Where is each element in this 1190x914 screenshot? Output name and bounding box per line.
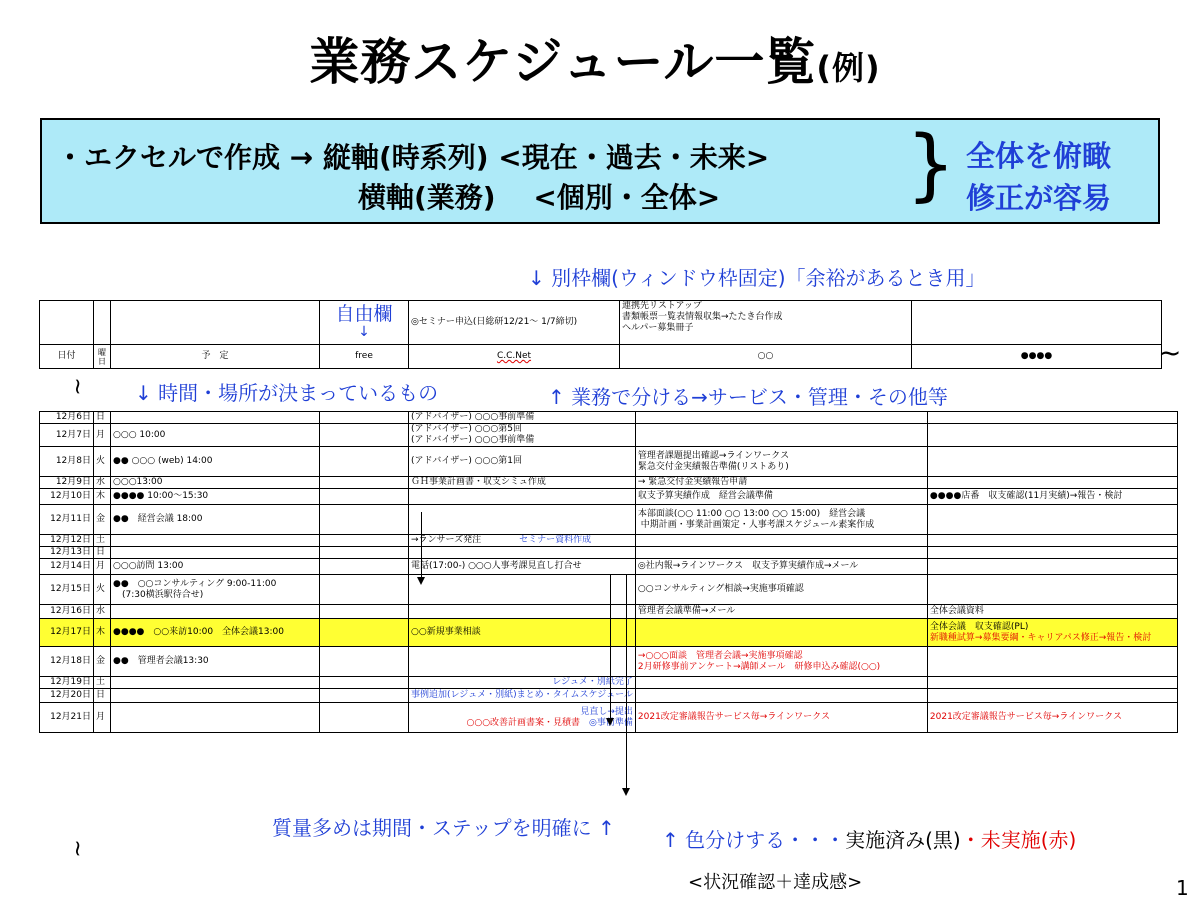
arrow-line-1 [421, 512, 422, 578]
oo-cell [635, 703, 927, 733]
ccnet-cell [409, 447, 636, 477]
oo-note-1: 連携先リストアップ [622, 301, 702, 311]
dots-text: 全体会議 収支確認(PL) [929, 621, 1029, 632]
oo-cell [635, 619, 927, 647]
oo-text: ○○コンサルティング相談→実施事項確認 [637, 584, 804, 594]
table-row [40, 559, 1178, 575]
head-blank-1 [40, 301, 94, 345]
color-code-b: 実施済み(黒) [845, 828, 961, 852]
dow-cell [94, 605, 111, 619]
title-main: 業務スケジュール一覧 [309, 33, 817, 91]
ccnet-cell [409, 489, 636, 505]
plan-cell [111, 447, 320, 477]
separate-frame-note: ↓ 別枠欄(ウィンドウ枠固定)「余裕があるとき用」 [528, 266, 986, 290]
free-column-label: 自由欄 [335, 303, 393, 325]
dots-red-text: 新職種試算→募集要綱・キャリアパス修正→報告・検討 [929, 632, 1152, 643]
plan-cell [111, 424, 320, 447]
free-arrow-icon: ↓ [358, 324, 370, 340]
oo-cell [635, 412, 927, 424]
ccnet-blue-text: 事例追加(レジュメ・別紙)まとめ・タイムスケジュール [411, 690, 633, 700]
ccnet-cell [409, 559, 636, 575]
oo-red-text: 2021改定審議報告サービス毎→ラインワークス [637, 712, 830, 722]
dots-text: 全体会議資料 [929, 606, 984, 616]
dow-cell [94, 412, 111, 424]
plan-cell [111, 412, 320, 424]
date-cell [40, 489, 94, 505]
header-table [39, 300, 1162, 369]
table-row [40, 677, 1178, 689]
ccnet-text: (アドバイザー) ○○○事前準備 [411, 412, 535, 422]
dow-cell [94, 505, 111, 535]
oo-cell [635, 424, 927, 447]
ccnet-blue-text: 見直し→提出 [580, 706, 633, 717]
dow-text: 日 [96, 690, 106, 700]
dots-cell [927, 647, 1177, 677]
dow-text: 水 [96, 477, 106, 487]
arrow-down-icon-1 [417, 577, 425, 585]
summary-box [40, 118, 1160, 224]
date-cell [40, 605, 94, 619]
date-cell [40, 647, 94, 677]
dow-text: 土 [96, 535, 106, 545]
oo-cell [635, 559, 927, 575]
dow-text: 土 [96, 677, 106, 687]
oo-cell [635, 677, 927, 689]
dots-text: ●●●●店番 収支確認(11月実績)→報告・検討 [929, 491, 1123, 501]
plan-text: ●● ○○○ (web) 14:00 [113, 456, 213, 466]
ccnet-cell [409, 689, 636, 703]
date-cell [40, 575, 94, 605]
dots-note [912, 301, 1162, 345]
oo-cell [635, 505, 927, 535]
dots-cell [927, 689, 1177, 703]
col-date-header: 日付 [40, 345, 94, 369]
plan-cell [111, 677, 320, 689]
dots-cell [927, 447, 1177, 477]
dots-cell [927, 489, 1177, 505]
dow-cell [94, 689, 111, 703]
ccnet-blue-text: セミナー資料作成 [519, 535, 592, 545]
col-dots-header: ●●●● [912, 345, 1162, 369]
table-row [40, 505, 1178, 535]
squiggle-mark-2: ~ [64, 839, 90, 858]
oo-cell [635, 605, 927, 619]
dots-cell [927, 605, 1177, 619]
dow-cell [94, 477, 111, 489]
plan-cell [111, 647, 320, 677]
ccnet-cell [409, 677, 636, 689]
dots-cell [927, 505, 1177, 535]
dow-text: 火 [96, 584, 106, 594]
dow-text: 金 [96, 656, 106, 666]
plan-cell [111, 605, 320, 619]
plan-text: ○○○13:00 [113, 477, 163, 487]
ccnet-text: (アドバイザー) ○○○第1回 [411, 456, 522, 466]
dow-cell [94, 619, 111, 647]
date-text: 12月16日 [50, 606, 91, 616]
free-cell [320, 647, 409, 677]
ccnet-cell [409, 535, 636, 547]
ccnet-cell [409, 505, 636, 535]
date-text: 12月11日 [50, 514, 91, 524]
dow-cell [94, 575, 111, 605]
date-cell [40, 535, 94, 547]
date-cell [40, 703, 94, 733]
table-row [40, 689, 1178, 703]
head-blank-2 [94, 301, 111, 345]
oo-red-text: →○○○面談 管理者会議→実施事項確認 2月研修事前アンケート→講師メール 研修申込み確認(○○) [637, 650, 881, 672]
plan-cell [111, 575, 320, 605]
date-cell [40, 447, 94, 477]
ccnet-note: ◎セミナー申込(日総研12/21～ 1/7締切) [409, 301, 620, 345]
oo-cell [635, 647, 927, 677]
date-text: 12月14日 [50, 561, 91, 571]
dow-text: 木 [96, 491, 106, 501]
ccnet-blue-text-2: ◎事前準備 [589, 717, 633, 728]
ccnet-cell [409, 575, 636, 605]
oo-cell [635, 547, 927, 559]
head-blank-3 [111, 301, 320, 345]
plan-cell [111, 505, 320, 535]
table-row [40, 412, 1178, 424]
free-cell [320, 477, 409, 489]
ccnet-mixed-line [411, 718, 633, 729]
date-text: 12月8日 [55, 456, 91, 466]
dots-cell [927, 547, 1177, 559]
col-oo-header: ○○ [620, 345, 912, 369]
schedule-table [39, 411, 1178, 733]
plan-cell [111, 559, 320, 575]
dots-cell [927, 703, 1177, 733]
dow-text: 月 [96, 561, 106, 571]
dots-cell [927, 619, 1177, 647]
status-note: <状況確認＋達成感> [688, 872, 863, 893]
free-cell [320, 605, 409, 619]
free-column-head [320, 301, 409, 345]
oo-text: 管理者会議準備→メール [637, 606, 736, 616]
summary-result1: 全体を俯瞰 [966, 139, 1112, 173]
date-cell [40, 412, 94, 424]
date-cell [40, 505, 94, 535]
col-ccnet-header [409, 345, 620, 369]
dow-cell [94, 559, 111, 575]
plan-text: ●● 管理者会議13:30 [113, 656, 209, 666]
table-row [40, 619, 1178, 647]
dots-cell [927, 575, 1177, 605]
plan-text: ●●●● 10:00～15:30 [113, 491, 209, 501]
dots-cell [927, 424, 1177, 447]
table-row [40, 575, 1178, 605]
table-row [40, 489, 1178, 505]
table-row [40, 447, 1178, 477]
dow-cell [94, 424, 111, 447]
plan-text: ○○○訪問 13:00 [113, 561, 184, 571]
date-cell [40, 689, 94, 703]
free-cell [320, 535, 409, 547]
color-code-note [662, 824, 1076, 853]
dow-cell [94, 447, 111, 477]
date-text: 12月21日 [50, 712, 91, 722]
period-step-note: 質量多めは期間・ステップを明確に ↑ [272, 816, 615, 840]
ccnet-red-text: ○○○改善計画書案・見積書 [466, 717, 590, 728]
free-cell [320, 424, 409, 447]
plan-cell [111, 689, 320, 703]
col-ccnet-label: C.C.Net [496, 351, 532, 361]
dots-cell [927, 677, 1177, 689]
dow-text: 水 [96, 606, 106, 616]
table-row [40, 424, 1178, 447]
summary-result2: 修正が容易 [966, 181, 1112, 215]
dots-cell [927, 559, 1177, 575]
plan-text: ●●●● ○○来訪10:00 全体会議13:00 [113, 627, 284, 637]
free-cell [320, 559, 409, 575]
ccnet-cell [409, 647, 636, 677]
ccnet-cell [409, 424, 636, 447]
dow-text: 金 [96, 514, 106, 524]
plan-cell [111, 703, 320, 733]
dow-text: 日 [96, 547, 106, 557]
table-row [40, 535, 1178, 547]
col-free-header: free [320, 345, 409, 369]
plan-cell [111, 477, 320, 489]
dow-cell [94, 677, 111, 689]
dots-cell [927, 535, 1177, 547]
oo-text: 本部面談(○○ 11:00 ○○ 13:00 ○○ 15:00) 経営会議 中期計画・事業計画策定・人事考課スケジュール素案作成 [637, 508, 875, 530]
table-row [40, 547, 1178, 559]
oo-cell [635, 535, 927, 547]
ccnet-cell [409, 703, 636, 733]
date-text: 12月13日 [50, 547, 91, 557]
plan-cell [111, 619, 320, 647]
dots-cell [927, 477, 1177, 489]
ccnet-text: 電話(17:00-) ○○○人事考課見直し打合せ [411, 561, 582, 571]
plan-cell [111, 547, 320, 559]
dots-red-text: 2021改定審議報告サービス毎→ラインワークス [929, 712, 1122, 722]
tilde-mark: ~ [1158, 336, 1182, 369]
ccnet-blue-text: レジュメ・別紙完了 [552, 677, 633, 687]
ccnet-cell [409, 619, 636, 647]
dow-cell [94, 489, 111, 505]
plan-cell [111, 535, 320, 547]
oo-text: 収支予算実績作成 経営会議準備 [637, 491, 773, 501]
oo-cell [635, 489, 927, 505]
oo-note-3: ヘルパー募集冊子 [622, 323, 694, 333]
free-cell [320, 547, 409, 559]
dow-cell [94, 647, 111, 677]
plan-text: ●● 経営会議 18:00 [113, 514, 203, 524]
col-plan-header: 予 定 [111, 345, 320, 369]
table-row [40, 477, 1178, 489]
oo-cell [635, 689, 927, 703]
ccnet-text: ○○新規事業相談 [411, 627, 481, 637]
arrow-down-icon-3 [622, 788, 630, 796]
free-cell [320, 575, 409, 605]
plan-text: ●● ○○コンサルティング 9:00-11:00 (7:30横浜駅待合せ) [113, 578, 277, 600]
summary-line1: ・エクセルで作成 → 縦軸(時系列) <現在・過去・未来> [56, 141, 770, 174]
free-cell [320, 677, 409, 689]
date-text: 12月18日 [50, 656, 91, 666]
ccnet-text: (アドバイザー) ○○○第5回 (アドバイザー) ○○○事前準備 [411, 424, 535, 445]
free-cell [320, 689, 409, 703]
squiggle-mark-1: ~ [64, 377, 90, 396]
arrow-down-icon-2 [606, 718, 614, 726]
ccnet-cell [409, 477, 636, 489]
free-cell [320, 505, 409, 535]
oo-cell [635, 575, 927, 605]
free-cell [320, 447, 409, 477]
free-cell [320, 412, 409, 424]
dow-cell [94, 547, 111, 559]
date-cell [40, 619, 94, 647]
table-row [40, 647, 1178, 677]
date-cell [40, 559, 94, 575]
ccnet-cell [409, 412, 636, 424]
dow-text: 木 [96, 627, 106, 637]
dow-cell [94, 703, 111, 733]
dow-cell [94, 535, 111, 547]
date-text: 12月10日 [50, 491, 91, 501]
color-code-c: ・未実施(赤) [960, 828, 1077, 852]
date-text: 12月19日 [50, 677, 91, 687]
date-cell [40, 677, 94, 689]
ccnet-cell [409, 605, 636, 619]
brace-icon: } [906, 120, 956, 210]
ccnet-cell [409, 547, 636, 559]
dow-text: 月 [96, 712, 106, 722]
date-text: 12月9日 [55, 477, 91, 487]
page-title [0, 22, 1190, 94]
date-cell [40, 477, 94, 489]
fixed-time-place-note: ↓ 時間・場所が決まっているもの [135, 381, 439, 405]
color-code-a: ↑ 色分けする・・・ [662, 828, 846, 852]
free-cell [320, 703, 409, 733]
date-cell [40, 424, 94, 447]
arrow-line-3 [626, 574, 627, 790]
date-cell [40, 547, 94, 559]
summary-line2: 横軸(業務) <個別・全体> [358, 181, 721, 214]
date-text: 12月7日 [55, 429, 91, 440]
by-business-note: ↑ 業務で分ける→サービス・管理・その他等 [548, 385, 948, 409]
oo-text: ◎社内報→ラインワークス 収支予算実績作成→メール [637, 561, 859, 571]
col-dow-header: 曜日 [94, 345, 111, 369]
oo-text: 管理者課題提出確認→ラインワークス 緊急交付金実績報告準備(リストあり) [637, 450, 790, 472]
dow-text: 月 [96, 429, 106, 440]
oo-cell [635, 477, 927, 489]
date-text: 12月17日 [50, 627, 91, 637]
arrow-line-2 [610, 574, 611, 720]
ccnet-text: ＧＨ事業計画書・収支シミュ作成 [411, 477, 546, 487]
oo-note-2: 書類帳票一覧表情報収集→たたき台作成 [622, 312, 783, 322]
dow-text: 火 [96, 456, 106, 466]
free-cell [320, 619, 409, 647]
oo-note [620, 301, 912, 345]
ccnet-text: →ランサーズ発注 [411, 535, 482, 545]
date-text: 12月15日 [50, 584, 91, 594]
date-text: 12月12日 [50, 535, 91, 545]
table-row [40, 605, 1178, 619]
date-text: 12月6日 [55, 412, 91, 422]
dow-text: 日 [96, 412, 106, 422]
oo-text: → 緊急交付金実績報告申請 [637, 477, 748, 487]
oo-cell [635, 447, 927, 477]
free-cell [320, 489, 409, 505]
page-number: 1 [1176, 876, 1189, 900]
dots-cell [927, 412, 1177, 424]
date-text: 12月20日 [50, 690, 91, 700]
title-suffix: (例) [816, 49, 881, 87]
plan-cell [111, 489, 320, 505]
plan-text: ○○○ 10:00 [113, 429, 166, 440]
